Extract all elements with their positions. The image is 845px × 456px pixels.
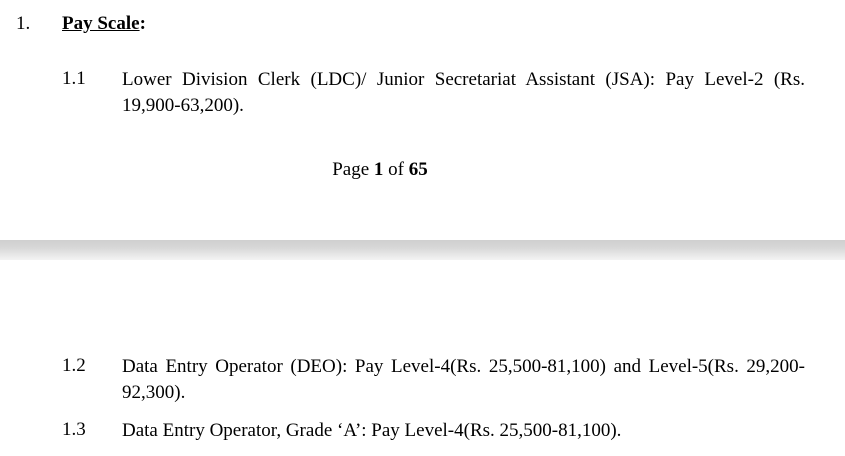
item-text: Data Entry Operator (DEO): Pay Level-4(Rs. 25,500-81,100) and Level-5(Rs. 29,200-92,300). bbox=[122, 356, 805, 403]
item-number: 1.1 bbox=[62, 68, 86, 89]
item-number: 1.2 bbox=[62, 355, 86, 376]
footer-of: of bbox=[388, 159, 404, 180]
item-text: Data Entry Operator, Grade ‘A’: Pay Level-4(Rs. 25,500-81,100). bbox=[122, 420, 622, 441]
footer-current-page: 1 bbox=[373, 159, 384, 180]
footer-total-pages: 65 bbox=[408, 159, 428, 180]
page-separator bbox=[0, 240, 845, 260]
item-text: Lower Division Clerk (LDC)/ Junior Secretariat Assistant (JSA): Pay Level-2 (Rs. 19,900-63,200). bbox=[122, 69, 805, 116]
section-number: 1. bbox=[16, 13, 31, 34]
item-number: 1.3 bbox=[62, 419, 86, 440]
page-footer bbox=[0, 158, 760, 182]
section-heading bbox=[62, 12, 146, 36]
section-title-colon: : bbox=[139, 13, 146, 34]
document-page-2 bbox=[0, 260, 845, 456]
section-title: Pay Scale bbox=[62, 13, 140, 34]
footer-prefix: Page bbox=[332, 159, 370, 180]
